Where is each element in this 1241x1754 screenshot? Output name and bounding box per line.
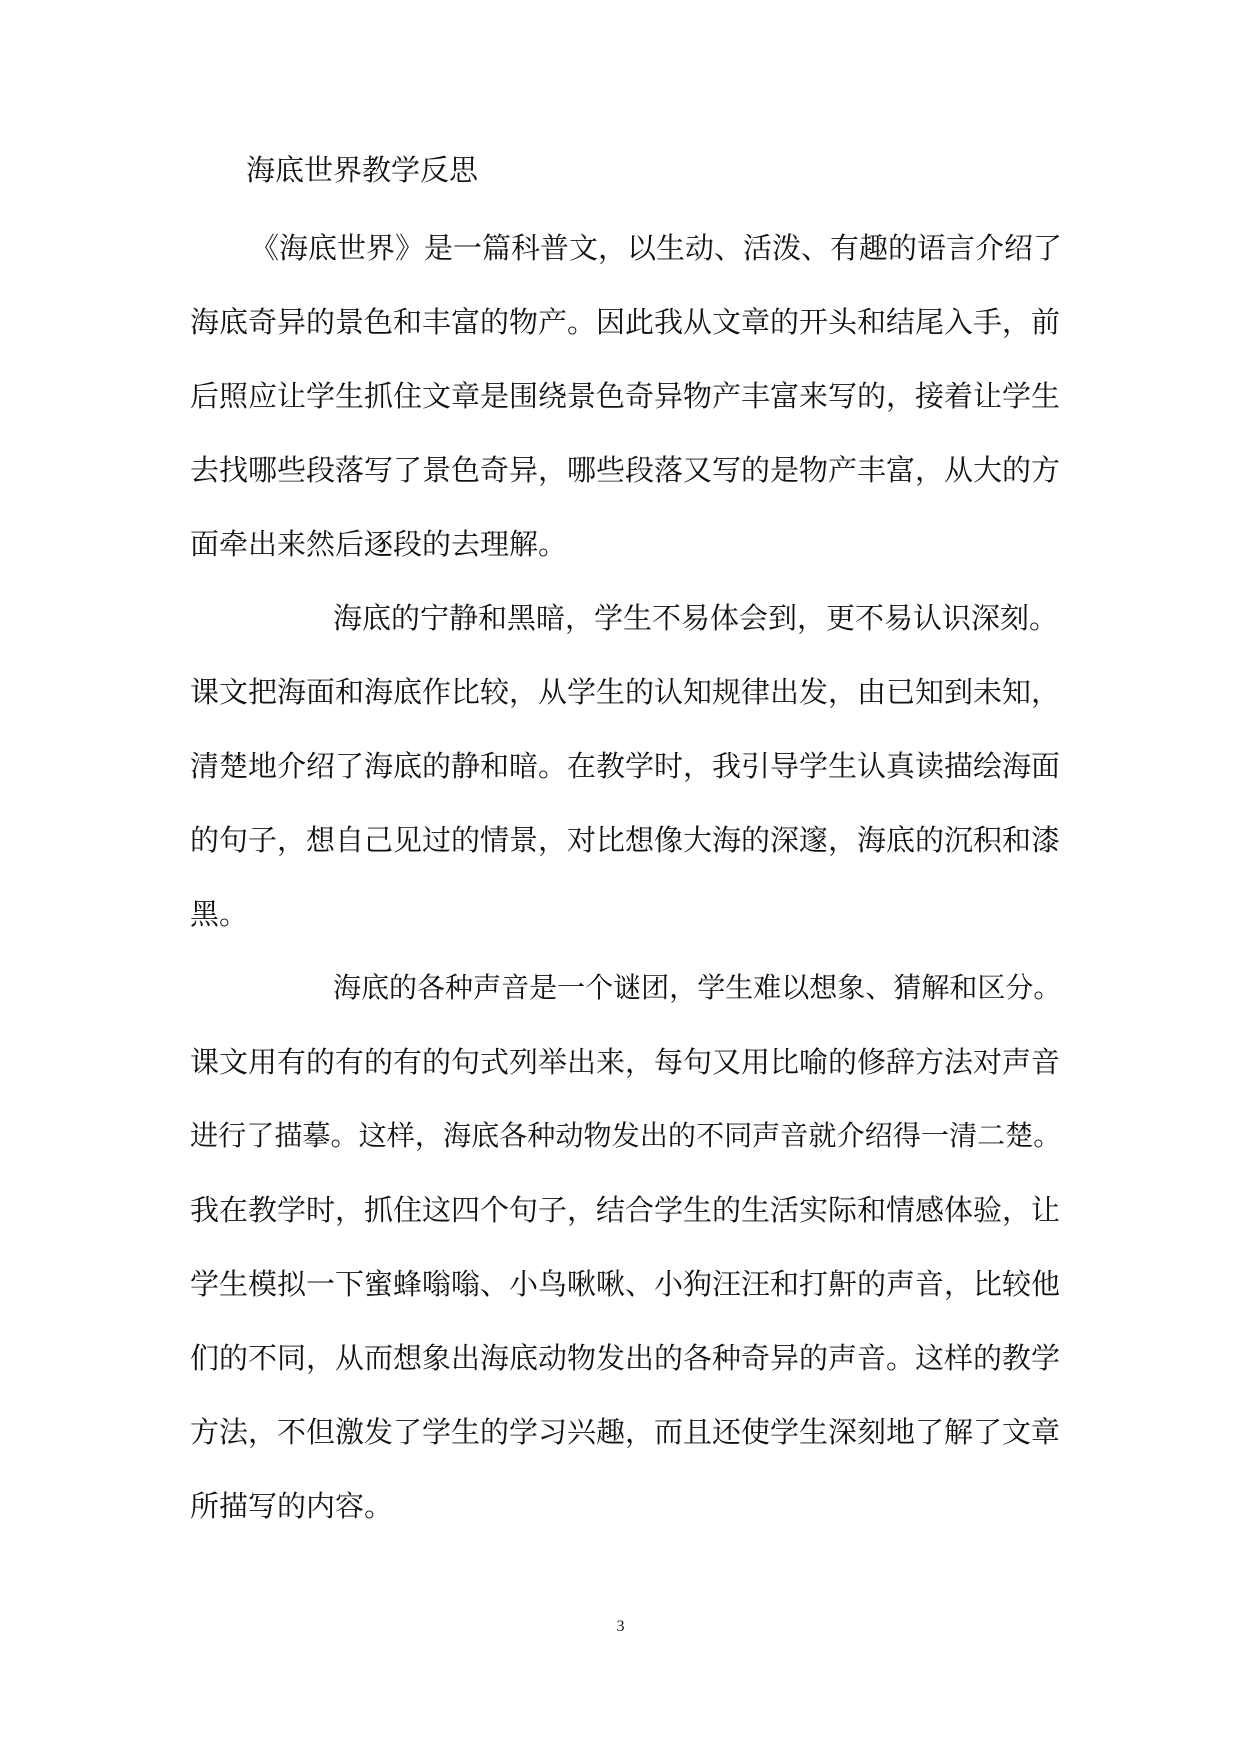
paragraph-line: 课文把海面和海底作比较，从学生的认知规律出发，由已知到未知， — [190, 675, 1061, 709]
paragraph-line: 我在教学时，抓住这四个句子，结合学生的生活实际和情感体验，让 — [190, 1193, 1061, 1227]
paragraph-line: 清楚地介绍了海底的静和暗。在教学时，我引导学生认真读描绘海面 — [190, 749, 1061, 783]
paragraph-line: 们的不同，从而想象出海底动物发出的各种奇异的声音。这样的教学 — [190, 1341, 1061, 1375]
page-number: 3 — [616, 1618, 625, 1635]
paragraph-line: 海底的各种声音是一个谜团，学生难以想象、猜解和区分。 — [333, 971, 1062, 1004]
paragraph-line: 海底的宁静和黑暗，学生不易体会到，更不易认识深刻。 — [333, 601, 1059, 635]
paragraph-line: 《海底世界》是一篇科普文，以生动、活泼、有趣的语言介绍了 — [250, 231, 1063, 265]
paragraph-line: 所描写的内容。 — [190, 1489, 394, 1523]
paragraph-line: 课文用有的有的有的句式列举出来，每句又用比喻的修辞方法对声音 — [190, 1045, 1061, 1079]
paragraph-line: 黑。 — [190, 897, 249, 931]
paragraph-line: 去找哪些段落写了景色奇异，哪些段落又写的是物产丰富，从大的方 — [190, 453, 1061, 487]
paragraph-line: 海底奇异的景色和丰富的物产。因此我从文章的开头和结尾入手，前 — [190, 305, 1061, 339]
paragraph-line: 的句子，想自己见过的情景，对比想像大海的深邃，海底的沉积和漆 — [190, 823, 1061, 857]
paragraph-line: 方法，不但激发了学生的学习兴趣，而且还使学生深刻地了解了文章 — [190, 1415, 1061, 1449]
paragraph-line: 进行了描摹。这样，海底各种动物发出的不同声音就介绍得一清二楚。 — [190, 1119, 1062, 1152]
paragraph-line: 学生模拟一下蜜蜂嗡嗡、小鸟啾啾、小狗汪汪和打鼾的声音，比较他 — [190, 1267, 1061, 1301]
document-title: 海底世界教学反思 — [246, 153, 479, 187]
paragraph-line: 面牵出来然后逐段的去理解。 — [190, 527, 568, 561]
paragraph-line: 后照应让学生抓住文章是围绕景色奇异物产丰富来写的，接着让学生 — [190, 379, 1061, 413]
